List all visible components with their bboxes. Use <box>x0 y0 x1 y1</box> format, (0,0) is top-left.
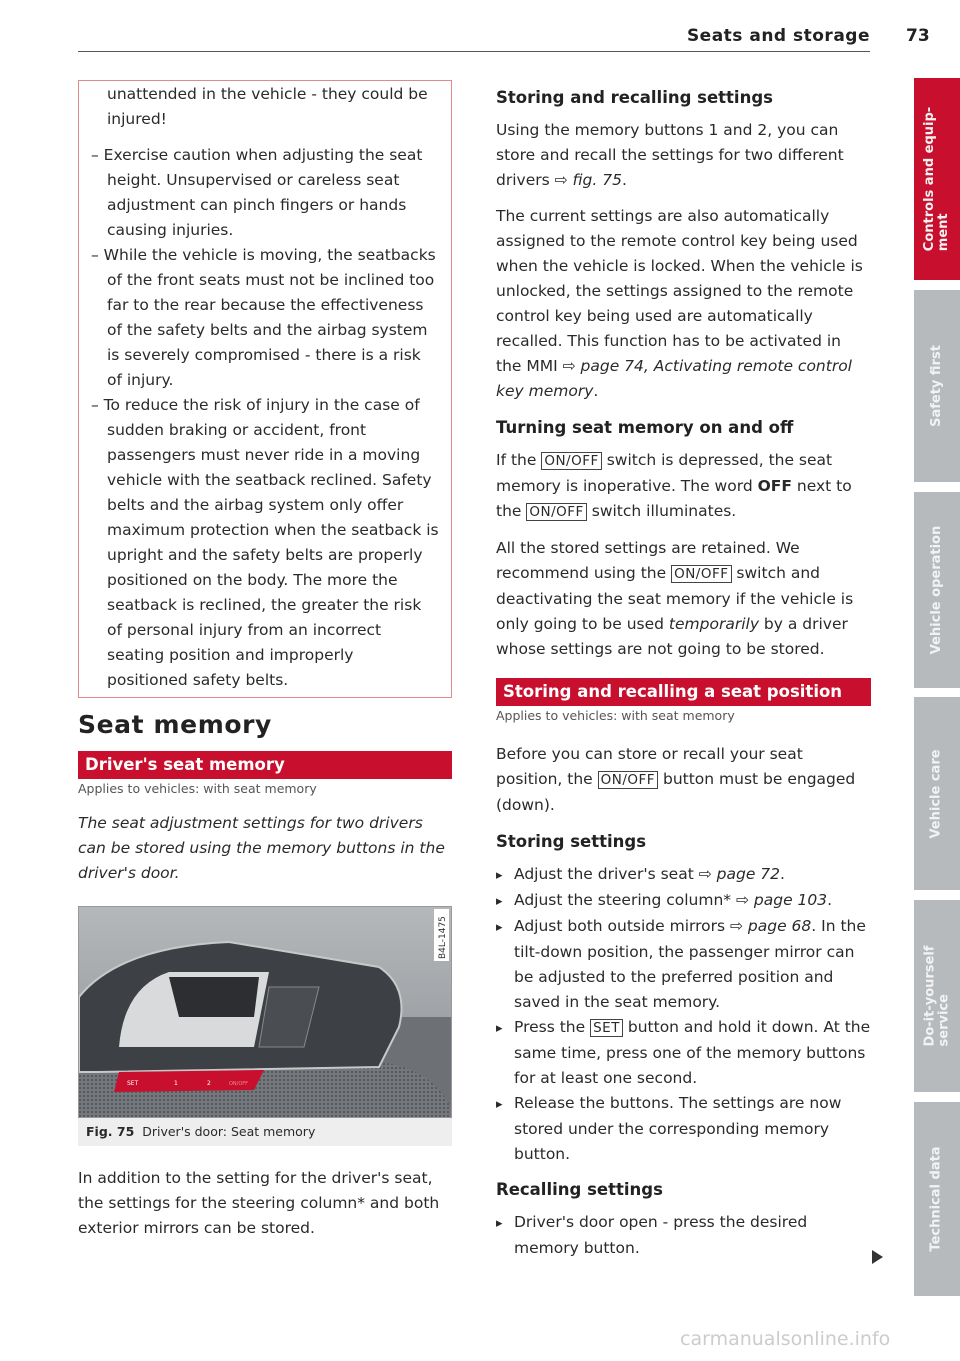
paragraph <box>496 742 871 818</box>
paragraph <box>496 448 871 525</box>
text: switch and deactivating the seat memory if the vehicle is only going to be used <box>496 564 854 633</box>
cross-reference: ⇨ page 103 <box>735 891 828 909</box>
on-off-label: ON/OFF <box>229 1081 249 1087</box>
text: Adjust the steering column* <box>514 891 736 909</box>
set-button-label: SET <box>127 1080 139 1087</box>
text: . <box>780 865 785 883</box>
memory-2-label: 2 <box>207 1080 211 1087</box>
chapter-tab[interactable] <box>914 1102 960 1296</box>
door-image <box>78 906 452 1118</box>
section-title: Seats and storage <box>686 26 870 46</box>
text: . <box>593 382 599 400</box>
text: switch is depressed, the seat memory is inoperative. The word <box>496 451 833 495</box>
figure-caption <box>78 1118 452 1146</box>
text: . <box>621 171 627 189</box>
warning-text: unattended in the vehicle - they could be injured! <box>107 85 428 128</box>
text: by a driver whose settings are not going to be stored. <box>496 615 848 658</box>
subheading: Storing settings <box>496 832 647 851</box>
text: Press the <box>514 1018 591 1036</box>
chapter-tab-label: Technical data <box>929 1146 944 1252</box>
right-column <box>496 75 871 1261</box>
chapter-tab[interactable] <box>914 900 960 1092</box>
warning-box <box>78 80 452 698</box>
button-label: ON/OFF <box>598 771 658 789</box>
chapter-tab-label: Controls and equip- ment <box>922 106 951 252</box>
cross-reference: ⇨ page 68 <box>730 917 812 935</box>
instruction-step <box>496 862 871 888</box>
subsection-heading: Storing and recalling a seat position <box>496 678 871 706</box>
subheading: Turning seat memory on and off <box>496 418 794 437</box>
applies-note: Applies to vehicles: with seat memory <box>78 781 317 796</box>
warning-text: – While the vehicle is moving, the seatbacks of the front seats must not be inclined too far to the rear because the effectiveness of the safety belts and the airbag system is severely compromised - there is a risk of injury. <box>91 246 436 389</box>
text: Using the memory buttons 1 and 2, you can store and recall the settings for two different drivers <box>496 121 844 189</box>
cross-reference: temporarily <box>668 615 759 633</box>
instruction-step <box>496 888 871 914</box>
page-number: 73 <box>906 26 930 46</box>
chapter-tab-label: Do-it-yourself service <box>922 945 952 1047</box>
subheading: Storing and recalling settings <box>496 88 773 107</box>
button-label: ON/OFF <box>541 452 601 470</box>
caption-text: Driver's door: Seat memory <box>142 1124 316 1139</box>
subheading: Recalling settings <box>496 1180 663 1199</box>
applies-note: Applies to vehicles: with seat memory <box>496 708 735 723</box>
subsection-heading: Driver's seat memory <box>78 751 452 779</box>
paragraph <box>496 536 871 662</box>
figure-code: B4L-1475 <box>438 916 448 959</box>
text: button and hold it down. At the same time, press one of the memory buttons for at least one second. <box>514 1018 871 1087</box>
chapter-tab[interactable] <box>914 290 960 482</box>
instruction-step <box>496 1015 871 1091</box>
text: switch illuminates. <box>586 502 737 520</box>
text: If the <box>496 451 542 469</box>
figure <box>78 906 452 1146</box>
section-heading: Seat memory <box>78 710 272 739</box>
text: Before you can store or recall your seat position, the <box>496 745 803 788</box>
intro-text: The seat adjustment settings for two drivers can be stored using the memory buttons in the driver's door. <box>78 814 445 882</box>
button-label: SET <box>590 1019 623 1037</box>
cross-reference: ⇨ page 74, Activating remote control key memory <box>496 357 852 400</box>
instruction-step <box>496 1210 871 1261</box>
left-column <box>78 80 452 1252</box>
text: Adjust the driver's seat <box>514 865 699 883</box>
header-divider <box>78 51 870 52</box>
warning-text: – Exercise caution when adjusting the seat height. Unsupervised or careless seat adjustment can pinch fingers or hands causing injuries. <box>91 146 423 239</box>
chapter-tab-label: Vehicle operation <box>929 525 945 655</box>
chapter-tab[interactable] <box>914 78 960 280</box>
chapter-tab-label: Safety first <box>929 345 945 427</box>
button-label: ON/OFF <box>671 565 731 583</box>
paragraph <box>496 118 871 193</box>
paragraph <box>496 204 871 404</box>
button-label: ON/OFF <box>526 503 586 521</box>
body-text: In addition to the setting for the driver's seat, the settings for the steering column* and both exterior mirrors can be stored. <box>78 1169 440 1237</box>
text: next to the <box>496 477 852 520</box>
memory-1-label: 1 <box>174 1080 178 1087</box>
cross-reference: ⇨ fig. 75 <box>554 171 622 189</box>
text: Release the buttons. The settings are now stored under the corresponding memory button. <box>514 1094 842 1163</box>
instruction-step <box>496 914 871 1015</box>
text: button must be engaged (down). <box>496 770 856 814</box>
chapter-tab[interactable] <box>914 492 960 688</box>
text: The current settings are also automatically assigned to the remote control key being used when the vehicle is locked. When the vehicle is unlocked, the settings assigned to the remote control key being used are automatically recalled. This function has to be activated in the MMI <box>496 207 863 375</box>
chapter-tab[interactable] <box>914 697 960 890</box>
text: . <box>827 891 833 909</box>
door-illustration <box>79 907 451 1117</box>
text: All the stored settings are retained. We recommend using the <box>496 539 800 582</box>
continue-arrow-icon <box>872 1250 883 1264</box>
watermark: carmanualsonline.info <box>680 1328 891 1350</box>
chapter-tab-label: Vehicle care <box>929 748 944 839</box>
text: . In the tilt-down position, the passenger mirror can be adjusted to the preferred position and saved in the seat memory. <box>514 917 866 1011</box>
figure-label: Fig. 75 <box>86 1124 135 1139</box>
text: OFF <box>757 477 792 495</box>
text: Driver's door open - press the desired memory button. <box>514 1213 808 1257</box>
instruction-step <box>496 1091 871 1167</box>
cross-reference: ⇨ page 72 <box>698 865 781 883</box>
warning-text: – To reduce the risk of injury in the case of sudden braking or accident, front passengers must never ride in a moving vehicle with the seatback reclined. Safety belts and the airbag system only offer maximum protection when the seatback is upright and the safety belts are properly positioned on the body. The more the seatback is reclined, the greater the risk of personal injury from an incorrect seating position and improperly positioned safety belts. <box>91 396 439 689</box>
text: Adjust both outside mirrors <box>514 917 730 935</box>
